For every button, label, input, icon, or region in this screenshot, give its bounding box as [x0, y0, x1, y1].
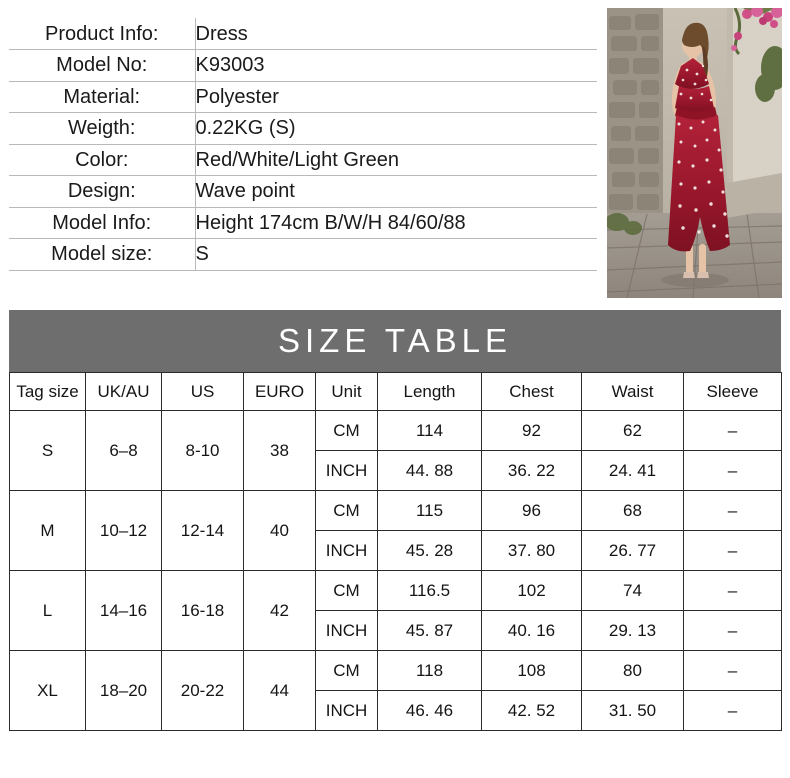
cell-us: 8-10 — [162, 411, 244, 491]
cell-sleeve: – — [684, 531, 782, 571]
table-row — [9, 207, 597, 239]
cell-unit: CM — [316, 651, 378, 691]
cell-chest: 42. 52 — [482, 691, 582, 731]
cell-sleeve: – — [684, 691, 782, 731]
cell-length: 116.5 — [378, 571, 482, 611]
column-header-us: US — [162, 373, 244, 411]
column-header-sleeve: Sleeve — [684, 373, 782, 411]
info-label: Model No: — [9, 50, 195, 82]
cell-length: 45. 28 — [378, 531, 482, 571]
product-photo — [607, 8, 782, 298]
cell-waist: 68 — [582, 491, 684, 531]
cell-sleeve: – — [684, 411, 782, 451]
size-table-title: SIZE TABLE — [9, 310, 781, 372]
cell-unit: CM — [316, 411, 378, 451]
table-row — [10, 571, 782, 611]
cell-waist: 80 — [582, 651, 684, 691]
info-value: K93003 — [195, 50, 597, 82]
cell-tag-size: XL — [10, 651, 86, 731]
info-label: Model size: — [9, 239, 195, 271]
cell-length: 115 — [378, 491, 482, 531]
product-info-table — [9, 18, 597, 271]
info-value: Height 174cm B/W/H 84/60/88 — [195, 207, 597, 239]
cell-chest: 96 — [482, 491, 582, 531]
table-row — [9, 113, 597, 145]
table-row — [9, 81, 597, 113]
cell-waist: 74 — [582, 571, 684, 611]
cell-uk-au: 6–8 — [86, 411, 162, 491]
cell-unit: INCH — [316, 611, 378, 651]
cell-chest: 36. 22 — [482, 451, 582, 491]
cell-unit: INCH — [316, 451, 378, 491]
info-label: Weigth: — [9, 113, 195, 145]
cell-sleeve: – — [684, 611, 782, 651]
cell-unit: INCH — [316, 691, 378, 731]
info-value: 0.22KG (S) — [195, 113, 597, 145]
column-header-chest: Chest — [482, 373, 582, 411]
table-row — [10, 411, 782, 451]
cell-waist: 26. 77 — [582, 531, 684, 571]
cell-us: 20-22 — [162, 651, 244, 731]
cell-waist: 62 — [582, 411, 684, 451]
size-table-section — [9, 310, 781, 731]
cell-unit: INCH — [316, 531, 378, 571]
cell-tag-size: S — [10, 411, 86, 491]
column-header-uk-au: UK/AU — [86, 373, 162, 411]
cell-us: 16-18 — [162, 571, 244, 651]
cell-length: 45. 87 — [378, 611, 482, 651]
info-label: Product Info: — [9, 18, 195, 50]
cell-uk-au: 10–12 — [86, 491, 162, 571]
table-row — [9, 239, 597, 271]
table-row — [10, 651, 782, 691]
product-info-section — [0, 0, 790, 302]
column-header-unit: Unit — [316, 373, 378, 411]
column-header-length: Length — [378, 373, 482, 411]
cell-sleeve: – — [684, 491, 782, 531]
cell-chest: 108 — [482, 651, 582, 691]
cell-sleeve: – — [684, 451, 782, 491]
cell-tag-size: L — [10, 571, 86, 651]
product-photo-illustration — [607, 8, 782, 298]
cell-chest: 37. 80 — [482, 531, 582, 571]
info-label: Design: — [9, 176, 195, 208]
cell-waist: 29. 13 — [582, 611, 684, 651]
cell-chest: 40. 16 — [482, 611, 582, 651]
cell-waist: 24. 41 — [582, 451, 684, 491]
cell-unit: CM — [316, 491, 378, 531]
cell-euro: 40 — [244, 491, 316, 571]
cell-sleeve: – — [684, 571, 782, 611]
info-value: Wave point — [195, 176, 597, 208]
cell-length: 46. 46 — [378, 691, 482, 731]
cell-euro: 44 — [244, 651, 316, 731]
table-row — [10, 491, 782, 531]
column-header-euro: EURO — [244, 373, 316, 411]
cell-euro: 38 — [244, 411, 316, 491]
info-label: Color: — [9, 144, 195, 176]
info-value: S — [195, 239, 597, 271]
size-table — [9, 372, 782, 731]
cell-length: 118 — [378, 651, 482, 691]
cell-length: 114 — [378, 411, 482, 451]
cell-chest: 102 — [482, 571, 582, 611]
info-value: Red/White/Light Green — [195, 144, 597, 176]
table-row — [9, 176, 597, 208]
table-row — [9, 18, 597, 50]
cell-tag-size: M — [10, 491, 86, 571]
cell-waist: 31. 50 — [582, 691, 684, 731]
column-header-waist: Waist — [582, 373, 684, 411]
cell-length: 44. 88 — [378, 451, 482, 491]
column-header-tag-size: Tag size — [10, 373, 86, 411]
cell-uk-au: 18–20 — [86, 651, 162, 731]
size-table-header-row — [10, 373, 782, 411]
cell-euro: 42 — [244, 571, 316, 651]
info-label: Material: — [9, 81, 195, 113]
cell-sleeve: – — [684, 651, 782, 691]
table-row — [9, 50, 597, 82]
info-label: Model Info: — [9, 207, 195, 239]
cell-unit: CM — [316, 571, 378, 611]
cell-uk-au: 14–16 — [86, 571, 162, 651]
cell-us: 12-14 — [162, 491, 244, 571]
info-value: Dress — [195, 18, 597, 50]
info-value: Polyester — [195, 81, 597, 113]
cell-chest: 92 — [482, 411, 582, 451]
table-row — [9, 144, 597, 176]
